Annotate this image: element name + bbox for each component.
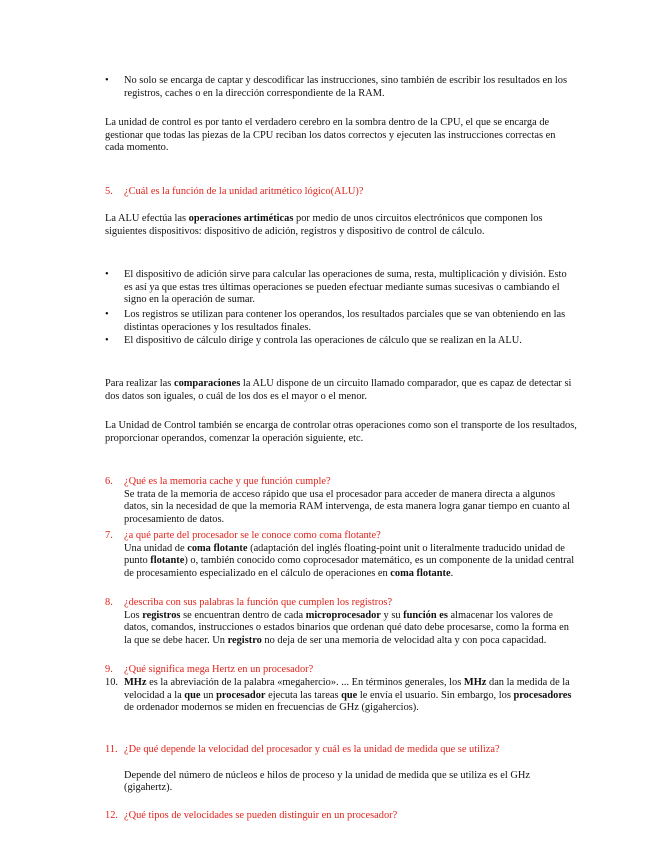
answer-text	[124, 677, 577, 715]
alu-paragraph-1	[105, 213, 577, 238]
bullet-text: El dispositivo de cálculo dirige y controla las operaciones de cálculo que se realizan en la ALU.	[124, 335, 522, 346]
question-text: ¿Qué significa mega Hertz en un procesador?	[124, 664, 314, 675]
text-run: un	[200, 689, 217, 701]
text-run: ) o, también conocido como coprocesador matemático, es un componente de la unidad central de procesamiento especializado en el cálculo de operaciones en	[124, 555, 575, 579]
bullet-icon: •	[105, 75, 109, 86]
text-run: de ordenador modernos se miden en frecuencias de GHz (gigahercios).	[124, 702, 419, 714]
alu-bullet-calculation	[105, 335, 577, 348]
question-8	[105, 597, 577, 647]
bold-term: registro	[227, 634, 262, 646]
bold-term: operaciones artiméticas	[188, 213, 294, 224]
text-run: almacenar los valores de datos, comandos, instrucciones o estados binarios que ordenan qué dato debe procesarse, como la forma en la que se debe hacer. Un	[124, 609, 569, 646]
alu-paragraph-2	[105, 378, 577, 403]
bullet-icon: •	[105, 335, 109, 346]
text-run: (adaptación del inglés floating-point unit o literalmente traducido unidad de punto	[124, 542, 565, 567]
question-text: ¿a qué parte del procesador se le conoce como coma flotante?	[124, 530, 381, 541]
question-number: 7.	[105, 530, 113, 541]
text-run: dan la medida de la velocidad a la	[124, 677, 570, 701]
bold-term: microprocesador	[305, 609, 381, 621]
bold-term: que	[184, 689, 201, 701]
answer-text: Depende del número de núcleos e hilos de proceso y la unidad de medida que se utiliza es el GHz (gigahertz).	[124, 769, 530, 794]
text-run: por medio de unos circuitos electrónicos que componen los siguientes dispositivos: dispositivo de adición, registros y dispositivo de control de cálculo.	[105, 213, 543, 237]
question-number: 12.	[105, 810, 118, 821]
intro-bullet	[105, 75, 577, 100]
bold-term: MHz	[463, 677, 487, 688]
question-9	[105, 664, 577, 677]
bold-term: registros	[142, 609, 181, 621]
text-run: la ALU dispone de un circuito llamado comparador, que es capaz de detectar si dos datos son iguales, o cuál de los dos es el mayor o el menor.	[105, 378, 572, 402]
question-12	[105, 810, 577, 823]
question-number: 11.	[105, 744, 118, 755]
bold-term: coma flotante	[187, 542, 248, 554]
text-run: ejecuta las tareas	[265, 689, 342, 701]
bold-term: que	[341, 689, 358, 701]
question-number: 6.	[105, 476, 113, 487]
alu-paragraph-3: La Unidad de Control también se encarga de controlar otras operaciones como son el transporte de los resultados, proporcionar operandos, comenzar la operación siguiente, etc.	[105, 420, 577, 444]
bullet-text: El dispositivo de adición sirve para calcular las operaciones de suma, resta, multiplicación y división. Esto es así ya que estas tres últimas operaciones se pueden efectuar mediante sumas sucesivas o cambiando el signo en la operación de sumar.	[124, 269, 567, 306]
question-number: 5.	[105, 186, 113, 197]
question-text: ¿describa con sus palabras la función que cumplen los registros?	[124, 597, 393, 608]
text-run: no deja de ser una memoria de velocidad alta y con poca capacidad.	[261, 634, 547, 646]
bullet-text: No solo se encarga de captar y descodificar las instrucciones, sino también de escribir los resultados en los registros, caches o en la dirección correspondiente de la RAM.	[124, 75, 568, 99]
bullet-icon: •	[105, 269, 109, 280]
question-text: ¿Qué tipos de velocidades se pueden distinguir en un procesador?	[124, 810, 398, 821]
text-run: Los	[124, 609, 143, 621]
question-number: 10.	[105, 677, 118, 688]
text-run: y su	[380, 609, 404, 621]
question-text: ¿Cuál es la función de la unidad aritmético lógico(ALU)?	[124, 186, 364, 197]
answer-text	[124, 610, 577, 648]
question-number: 8.	[105, 597, 113, 608]
alu-bullet-registers	[105, 309, 577, 334]
question-11	[105, 744, 577, 795]
text-run: .	[450, 567, 454, 579]
bold-term: comparaciones	[173, 378, 241, 389]
bold-term: MHz	[124, 677, 147, 688]
text-run: se encuentran dentro de cada	[180, 609, 306, 621]
bold-term: flotante	[150, 555, 185, 567]
answer-text: Se trata de la memoria de acceso rápido que usa el procesador para acceder de manera directa a algunos datos, sin la necesidad de que la memoria RAM intervenga, de esta manera logra ganar tiempo en cuanto al procesamiento de datos.	[124, 488, 571, 525]
alu-bullet-adder	[105, 269, 577, 307]
question-number: 9.	[105, 664, 113, 675]
text-run: La ALU efectúa las	[105, 213, 189, 224]
answer-text	[124, 543, 577, 581]
text-run: le envía el usuario. Sin embargo, los	[357, 689, 514, 701]
bullet-text: Los registros se utilizan para contener los operandos, los resultados parciales que se van obteniendo en las distintas operaciones y los resultados finales.	[124, 309, 566, 333]
text-run: es la abreviación de la palabra «megahercio». ... En términos generales, los	[146, 677, 464, 688]
bold-term: coma flotante	[390, 567, 451, 579]
bold-term: procesador	[216, 689, 266, 701]
bold-term: función es	[403, 609, 448, 621]
control-unit-paragraph: La unidad de control es por tanto el verdadero cerebro en la sombra dentro de la CPU, el que se encarga de gestionar que todas las piezas de la CPU reciban los datos correctos y ejecuten las instrucciones correctas en cada momento.	[105, 117, 556, 154]
question-10	[105, 677, 577, 715]
bullet-icon: •	[105, 309, 109, 320]
question-text: ¿De qué depende la velocidad del procesador y cuál es la unidad de medida que se utiliza?	[124, 744, 500, 755]
question-7	[105, 530, 577, 580]
question-6	[105, 476, 577, 526]
text-run: Una unidad de	[124, 542, 188, 554]
question-5	[105, 186, 577, 199]
text-run: Para realizar las	[105, 378, 174, 389]
question-text: ¿Qué es la memoria cache y que función cumple?	[124, 476, 331, 487]
bold-term: procesadores	[513, 689, 572, 701]
